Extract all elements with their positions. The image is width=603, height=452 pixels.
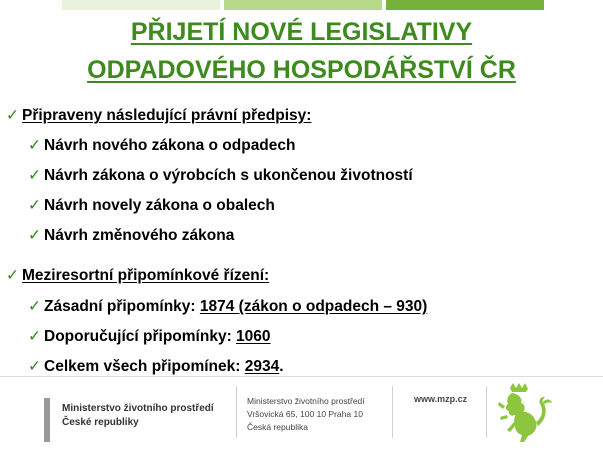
section1-heading: Připraveny následující právní předpisy: <box>22 107 312 124</box>
list-item-value: 2934 <box>244 358 280 375</box>
top-decor-bar-2 <box>224 0 382 10</box>
footer-address <box>247 395 365 434</box>
list-item-label: Zásadní připomínky: <box>44 298 200 315</box>
list-item-text: Návrh novely zákona o obalech <box>44 197 275 214</box>
top-decor-bar-3 <box>386 0 544 10</box>
list-item <box>28 297 427 317</box>
check-icon: ✓ <box>6 267 19 284</box>
section2-heading: Meziresortní připomínkové řízení: <box>22 267 270 284</box>
list-item-text: Návrh změnového zákona <box>44 227 235 244</box>
check-icon: ✓ <box>28 227 41 244</box>
check-icon: ✓ <box>6 107 19 124</box>
footer-address-line-2: Vršovická 65, 100 10 Praha 10 <box>247 409 363 419</box>
footer-divider <box>0 376 603 377</box>
check-icon: ✓ <box>28 328 41 345</box>
list-item-value: 1874 (zákon o odpadech – 930) <box>199 298 428 315</box>
footer-separator <box>486 386 487 438</box>
list-item <box>28 196 275 216</box>
list-item-label: Doporučující připomínky: <box>44 328 237 345</box>
footer-logo-bar <box>44 398 50 442</box>
section2-heading-row <box>6 266 269 286</box>
section1-heading-row <box>6 106 311 126</box>
slide-title-line-1: PŘIJETÍ NOVÉ LEGISLATIVY <box>130 18 473 46</box>
list-item <box>28 357 284 377</box>
footer-org-line-1: Ministerstvo životního prostředí <box>62 403 214 414</box>
check-icon: ✓ <box>28 167 41 184</box>
list-item-text: Návrh nového zákona o odpadech <box>44 137 296 154</box>
check-icon: ✓ <box>28 137 41 154</box>
footer-organization <box>62 402 214 430</box>
list-item-text: Návrh zákona o výrobcích s ukončenou životností <box>44 167 413 184</box>
slide-title-line-2: ODPADOVÉHO HOSPODÁŘSTVÍ ČR <box>87 56 516 84</box>
footer-address-line-1: Ministerstvo životního prostředí <box>247 396 365 406</box>
top-decor-bar-1 <box>62 0 220 10</box>
footer-org-line-2: České republiky <box>62 417 139 428</box>
list-item-value: 1060 <box>236 328 271 345</box>
list-item <box>28 136 296 156</box>
list-item <box>28 226 234 246</box>
check-icon: ✓ <box>28 298 41 315</box>
footer-separator <box>392 386 393 438</box>
check-icon: ✓ <box>28 197 41 214</box>
czech-lion-emblem-icon <box>496 382 556 444</box>
list-item <box>28 166 413 186</box>
check-icon: ✓ <box>28 358 41 375</box>
footer-address-line-3: Česká republika <box>247 422 308 432</box>
list-item-label: Celkem všech připomínek: <box>44 358 245 375</box>
footer-separator <box>236 386 237 438</box>
footer-website-link[interactable]: www.mzp.cz <box>414 394 468 404</box>
list-item-suffix: . <box>279 358 284 375</box>
list-item <box>28 327 271 347</box>
